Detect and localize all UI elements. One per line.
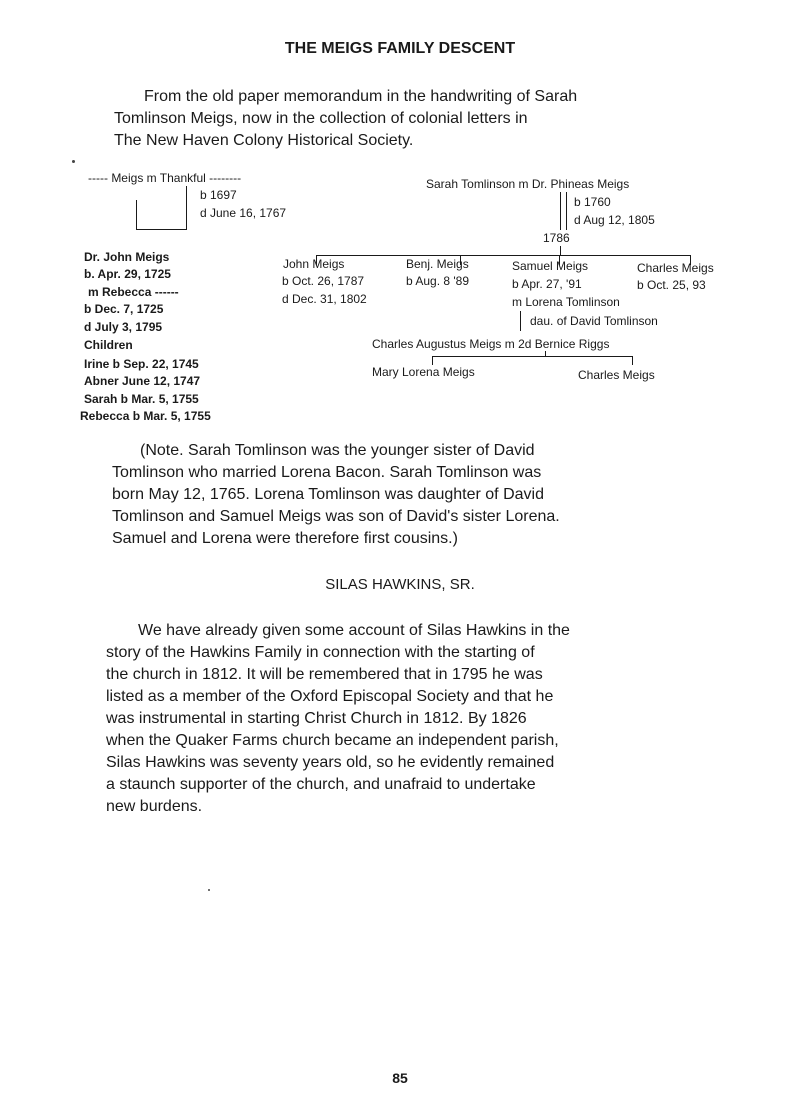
para-line: when the Quaker Farms church became an independent parish, [106, 732, 559, 749]
john-meigs-name: Dr. John Meigs [84, 250, 170, 264]
john-meigs-married: m Rebecca ------ [88, 285, 179, 299]
child-entry: Abner June 12, 1747 [84, 374, 201, 388]
note-paragraph [112, 440, 752, 550]
child-entry: Sarah b Mar. 5, 1755 [84, 392, 199, 406]
intro-line: From the old paper memorandum in the handwriting of Sarah [144, 88, 578, 105]
tree-top-left-born: b 1697 [200, 188, 237, 202]
tree-connector [632, 356, 633, 365]
tree-connector [545, 351, 546, 357]
tree-connector [136, 229, 187, 230]
grandchildren-bracket [432, 356, 632, 357]
intro-paragraph [114, 86, 754, 152]
para-line: story of the Hawkins Family in connection with the starting of [106, 644, 535, 661]
child-entry: Rebecca b Mar. 5, 1755 [80, 409, 211, 423]
rebecca-born: b Dec. 7, 1725 [84, 302, 164, 316]
body-paragraph [106, 620, 766, 818]
tree-top-left-couple: ----- Meigs m Thankful -------- [88, 171, 242, 185]
child-charles-born: b Oct. 25, 93 [637, 278, 706, 292]
phineas-born: b 1760 [574, 195, 611, 209]
note-line: (Note. Sarah Tomlinson was the younger sister of David [140, 442, 535, 459]
tree-top-right-couple: Sarah Tomlinson m Dr. Phineas Meigs [426, 177, 630, 191]
john-meigs-born: b. Apr. 29, 1725 [84, 267, 171, 281]
page-number: 85 [392, 1070, 408, 1086]
child-samuel-married: m Lorena Tomlinson [512, 295, 620, 309]
child-benj-name: Benj. Meigs [406, 257, 469, 271]
note-line: Samuel and Lorena were therefore first cousins.) [112, 530, 458, 547]
child-john-name: John Meigs [283, 257, 345, 271]
child-charles-name: Charles Meigs [637, 261, 714, 275]
note-line: born May 12, 1765. Lorena Tomlinson was daughter of David [112, 486, 544, 503]
children-label: Children [84, 338, 133, 352]
child-samuel-name: Samuel Meigs [512, 259, 589, 273]
para-line: the church in 1812. It will be remembered that in 1795 he was [106, 666, 543, 683]
child-entry: Irine b Sep. 22, 1745 [84, 357, 199, 371]
charles-augustus: Charles Augustus Meigs m 2d Bernice Riggs [372, 337, 610, 351]
child-samuel-spouse-note: dau. of David Tomlinson [530, 314, 658, 328]
intro-line: The New Haven Colony Historical Society. [114, 132, 414, 149]
note-line: Tomlinson and Samuel Meigs was son of David's sister Lorena. [112, 508, 560, 525]
para-line: a staunch supporter of the church, and unafraid to undertake [106, 776, 536, 793]
para-line: listed as a member of the Oxford Episcopal Society and that he [106, 688, 554, 705]
phineas-died: d Aug 12, 1805 [574, 213, 655, 227]
stray-mark [72, 160, 75, 163]
grandchild-charles: Charles Meigs [578, 368, 655, 382]
para-line: We have already given some account of Silas Hawkins in the [138, 622, 570, 639]
tree-connector [566, 192, 567, 230]
para-line: was instrumental in starting Christ Church in 1812. By 1826 [106, 710, 527, 727]
children-bracket [316, 255, 691, 256]
para-line: Silas Hawkins was seventy years old, so he evidently remained [106, 754, 555, 771]
child-john-died: d Dec. 31, 1802 [282, 292, 367, 306]
tree-connector [186, 186, 187, 230]
note-line: Tomlinson who married Lorena Bacon. Sarah Tomlinson was [112, 464, 542, 481]
tree-connector [560, 192, 561, 230]
stray-mark [208, 889, 210, 891]
marriage-year: 1786 [543, 231, 570, 245]
tree-top-left-died: d June 16, 1767 [200, 206, 287, 220]
rebecca-died: d July 3, 1795 [84, 320, 163, 334]
page-title: THE MEIGS FAMILY DESCENT [284, 40, 516, 57]
intro-line: Tomlinson Meigs, now in the collection of colonial letters in [114, 110, 528, 127]
para-line: new burdens. [106, 798, 203, 815]
child-benj-born: b Aug. 8 '89 [406, 274, 470, 288]
child-john-born: b Oct. 26, 1787 [282, 274, 365, 288]
grandchild-mary: Mary Lorena Meigs [372, 365, 475, 379]
child-samuel-born: b Apr. 27, '91 [512, 277, 582, 291]
tree-connector [136, 200, 137, 230]
section-title: SILAS HAWKINS, SR. [325, 576, 475, 593]
tree-connector [520, 311, 521, 331]
